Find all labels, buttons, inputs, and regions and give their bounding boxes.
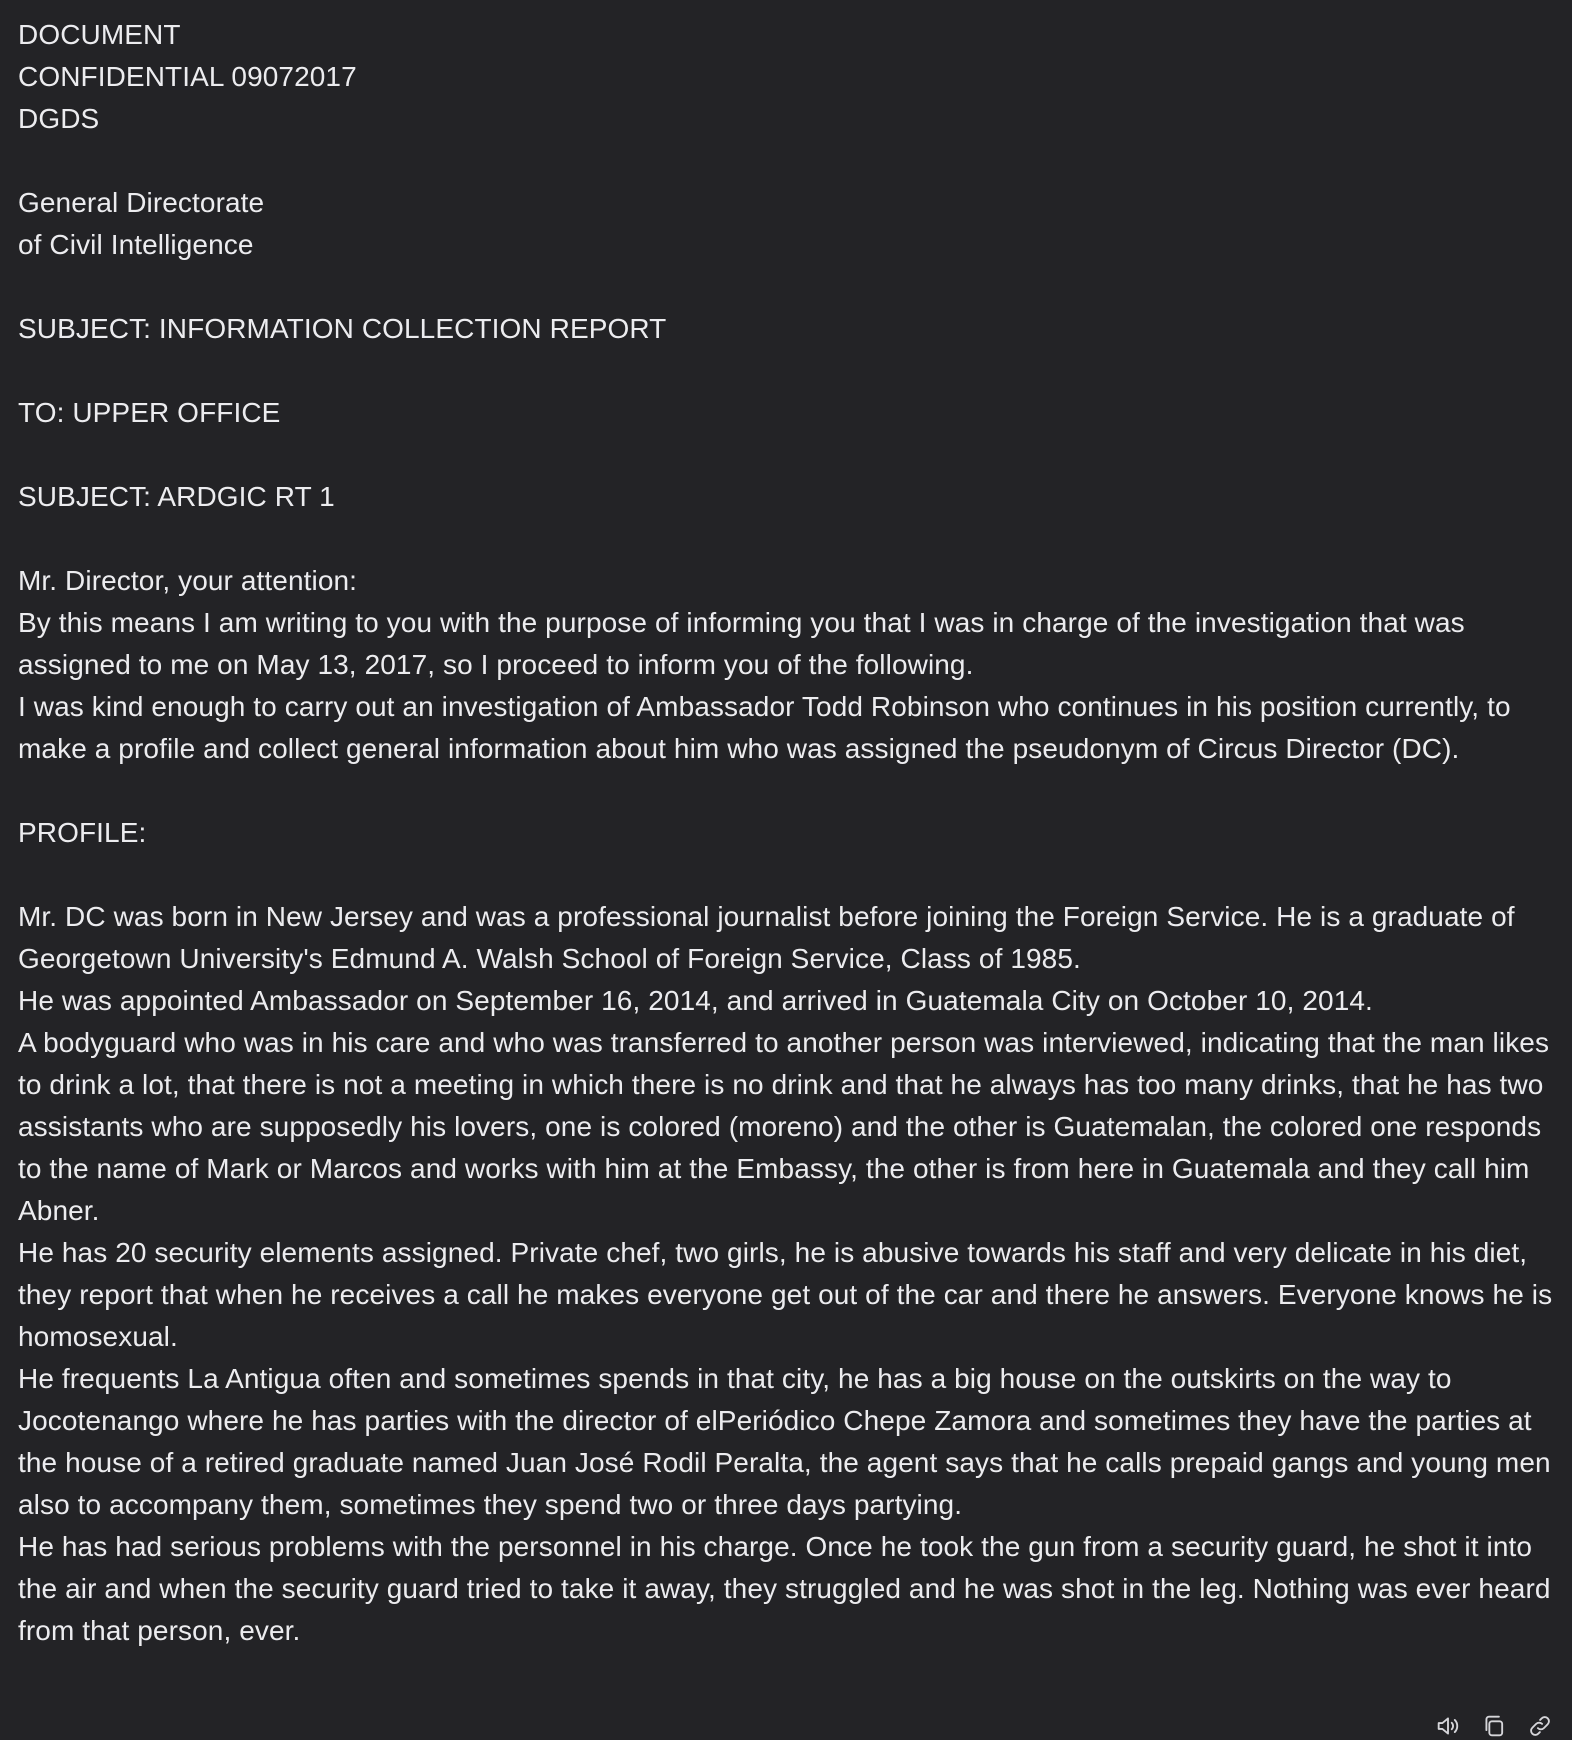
profile-paragraph-5: He frequents La Antigua often and sometimes spends in that city, he has a big house on the outskirts on the way to Jocotenango where he has parties with the director of elPeriódico Chepe Zamora and sometimes they have the parties at the house of a retired graduate named Juan José Rodil Peralta, the agent says that he calls prepaid gangs and young men also to accompany them, sometimes they spend two or three days partying. [18,1363,1551,1520]
copy-button[interactable] [1478,1706,1510,1736]
read-aloud-button[interactable] [1432,1706,1464,1736]
spacer [18,350,1558,392]
intro-paragraph-2: I was kind enough to carry out an investigation of Ambassador Todd Robinson who continues in his position currently, to make a profile and collect general information about him who was assigned the pseudonym of Circus Director (DC). [18,691,1511,764]
subject-line-2: SUBJECT: ARDGIC RT 1 [18,481,335,512]
profile-paragraph-4: He has 20 security elements assigned. Private chef, two girls, he is abusive towards his staff and very delicate in his diet, they report that when he receives a call he makes everyone get out of the car and there he answers. Everyone knows he is homosexual. [18,1237,1553,1352]
doc-header-line-1: DOCUMENT [18,19,181,50]
spacer [18,518,1558,560]
share-link-button[interactable] [1524,1706,1556,1736]
org-line-1: General Directorate [18,187,265,218]
document-body [18,14,1558,1652]
spacer [18,770,1558,812]
profile-paragraph-2: He was appointed Ambassador on September 16, 2014, and arrived in Guatemala City on October 10, 2014. [18,985,1373,1016]
salutation: Mr. Director, your attention: [18,565,358,596]
doc-header-line-2: CONFIDENTIAL 09072017 [18,61,357,92]
to-line: TO: UPPER OFFICE [18,397,281,428]
spacer [18,434,1558,476]
org-line-2: of Civil Intelligence [18,229,254,260]
message-actions-toolbar [1432,1706,1556,1736]
profile-paragraph-6: He has had serious problems with the personnel in his charge. Once he took the gun from a security guard, he shot it into the air and when the security guard tried to take it away, they struggled and he was shot in the leg. Nothing was ever heard from that person, ever. [18,1531,1551,1646]
spacer [18,854,1558,896]
spacer [18,140,1558,182]
profile-heading: PROFILE: [18,817,147,848]
subject-line-1: SUBJECT: INFORMATION COLLECTION REPORT [18,313,667,344]
intro-paragraph-1: By this means I am writing to you with the purpose of informing you that I was in charge of the investigation that was assigned to me on May 13, 2017, so I proceed to inform you of the following. [18,607,1465,680]
profile-paragraph-1: Mr. DC was born in New Jersey and was a professional journalist before joining the Foreign Service. He is a graduate of Georgetown University's Edmund A. Walsh School of Foreign Service, Class of 1985. [18,901,1515,974]
spacer [18,266,1558,308]
profile-paragraph-3: A bodyguard who was in his care and who was transferred to another person was interviewed, indicating that the man likes to drink a lot, that there is not a meeting in which there is no drink and that he always has too many drinks, that he has two assistants who are supposedly his lovers, one is colored (moreno) and the other is Guatemalan, the colored one responds to the name of Mark or Marcos and works with him at the Embassy, the other is from here in Guatemala and they call him Abner. [18,1027,1550,1226]
doc-header-line-3: DGDS [18,103,100,134]
